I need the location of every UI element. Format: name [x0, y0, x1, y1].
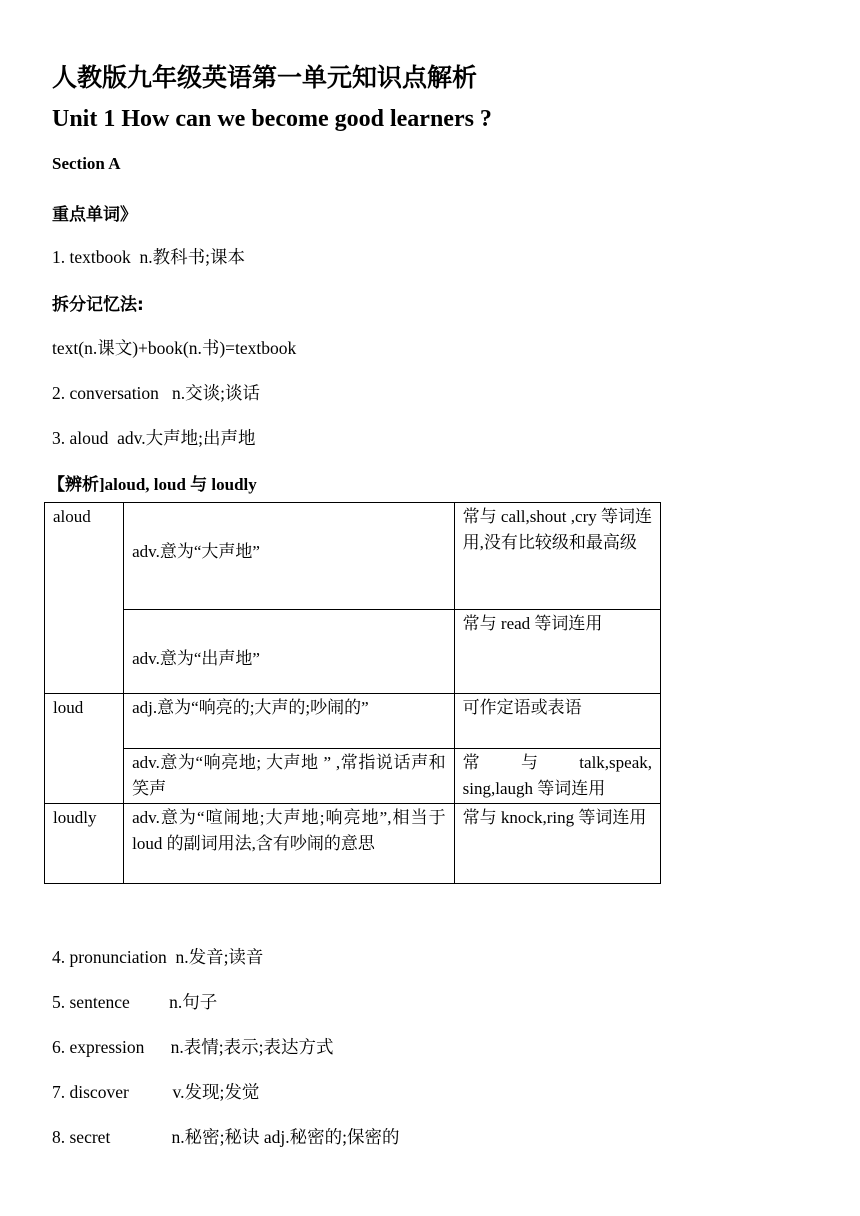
comparison-table — [44, 502, 661, 884]
usage-cell: 可作定语或表语 — [454, 694, 660, 749]
meaning-cell: adv.意为“响亮地; 大声地 ” ,常指说话声和笑声 — [124, 749, 455, 804]
compare-heading: 【辨析]aloud, loud 与 loudly — [48, 475, 257, 494]
word-entry-textbook: 1. textbook n.教科书;课本 — [52, 247, 245, 267]
meaning-cell: adv.意为“大声地” — [124, 503, 455, 610]
table-row — [45, 503, 661, 610]
unit-title: Unit 1 How can we become good learners ? — [52, 106, 492, 132]
word-entry-conversation: 2. conversation n.交谈;谈话 — [52, 383, 261, 403]
word-entry-pronunciation: 4. pronunciation n.发音;读音 — [52, 947, 264, 967]
word-cell-aloud: aloud — [45, 503, 124, 694]
page-title: 人教版九年级英语第一单元知识点解析 — [52, 63, 478, 92]
usage-cell: 常与 read 等词连用 — [454, 610, 660, 694]
table-row — [45, 749, 661, 804]
word-entry-discover: 7. discover v.发现;发觉 — [52, 1082, 260, 1102]
memory-method-label: 拆分记忆法: — [52, 295, 144, 315]
table-row — [45, 694, 661, 749]
meaning-cell: adv.意为“喧闹地;大声地;响亮地”,相当于 loud 的副词用法,含有吵闹的意思 — [124, 804, 455, 884]
usage-cell: 常 与 talk,speak, sing,laugh 等词连用 — [454, 749, 660, 804]
table-row — [45, 610, 661, 694]
word-entry-sentence: 5. sentence n.句子 — [52, 992, 218, 1012]
meaning-cell: adj.意为“响亮的;大声的;吵闹的” — [124, 694, 455, 749]
key-words-heading: 重点单词》 — [52, 205, 137, 225]
word-entry-aloud: 3. aloud adv.大声地;出声地 — [52, 428, 256, 448]
section-label: Section A — [52, 154, 121, 173]
usage-cell: 常与 knock,ring 等词连用 — [454, 804, 660, 884]
word-cell-loudly: loudly — [45, 804, 124, 884]
word-entry-secret: 8. secret n.秘密;秘诀 adj.秘密的;保密的 — [52, 1127, 400, 1147]
word-cell-loud: loud — [45, 694, 124, 804]
word-entry-expression: 6. expression n.表情;表示;表达方式 — [52, 1037, 334, 1057]
meaning-cell: adv.意为“出声地” — [124, 610, 455, 694]
table-row — [45, 804, 661, 884]
usage-cell: 常与 call,shout ,cry 等词连用,没有比较级和最高级 — [454, 503, 660, 610]
memory-formula: text(n.课文)+book(n.书)=textbook — [52, 338, 297, 358]
